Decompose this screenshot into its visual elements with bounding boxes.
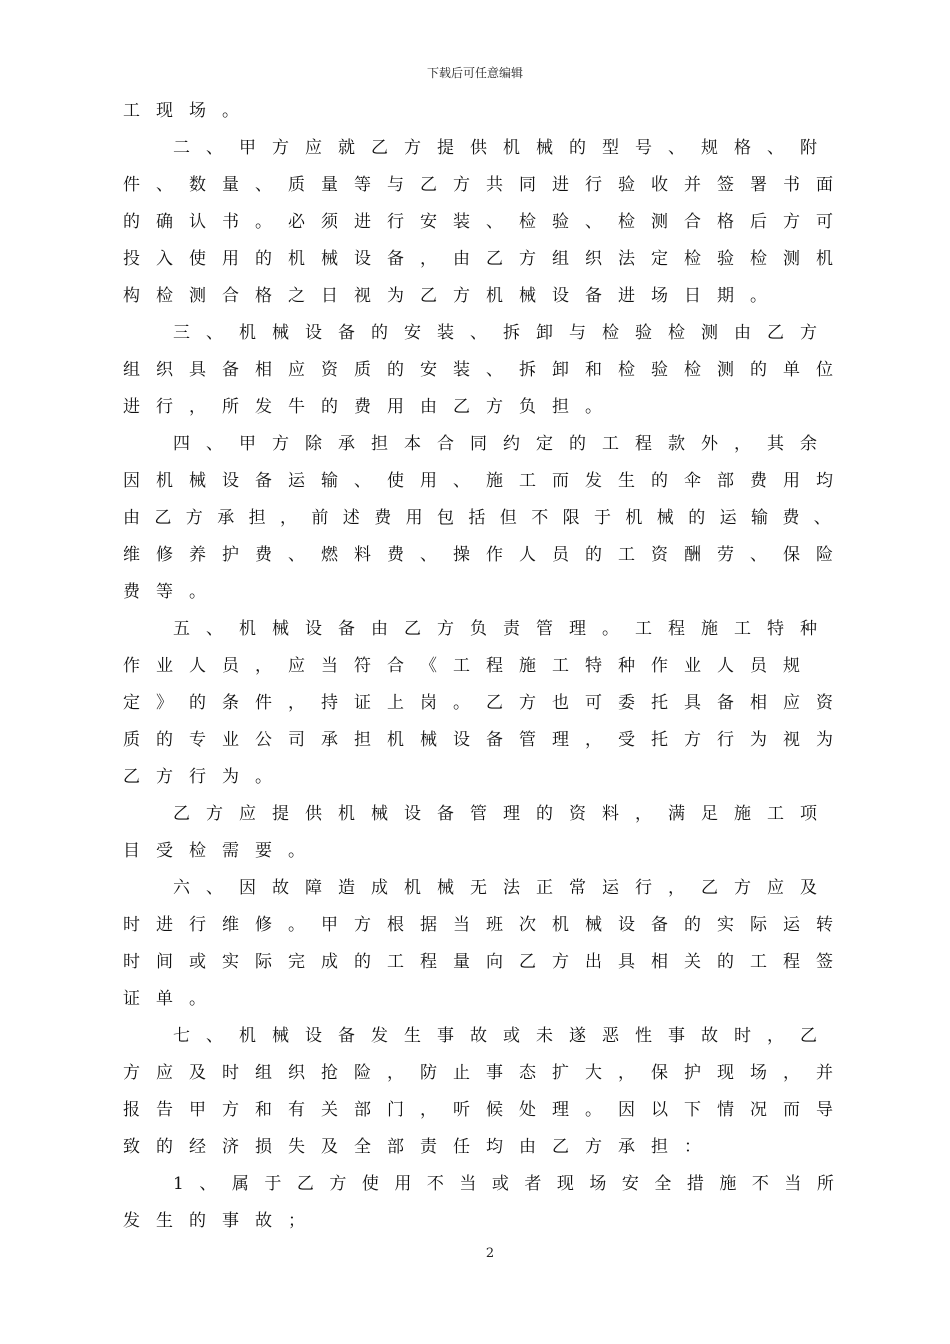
text-line: 报告甲方和有关部门，听候处理。因以下情况而导 [123, 1100, 849, 1120]
text-line: 的确认书。必须进行安装、检验、检测合格后方可 [123, 212, 849, 232]
text-line: 发生的事故； [123, 1211, 321, 1231]
clause-5-line: 五、机械设备由乙方负责管理。工程施工特种 [173, 619, 833, 639]
text-line: 致的经济损失及全部责任均由乙方承担： [123, 1137, 717, 1157]
text-line: 方应及时组织抢险，防止事态扩大，保护现场，并 [123, 1063, 849, 1083]
text-line: 构检测合格之日视为乙方机械设备进场日期。 [123, 286, 783, 306]
text-line: 目受检需要。 [123, 841, 321, 861]
clause-3-line: 三、机械设备的安装、拆卸与检验检测由乙方 [173, 323, 833, 343]
text-line: 因机械设备运输、使用、施工而发生的伞部费用均 [123, 471, 849, 491]
text-line: 证单。 [123, 989, 222, 1009]
sub-clause-1-line: 1、属于乙方使用不当或者现场安全措施不当所 [173, 1174, 850, 1194]
text-line: 进行，所发牛的费用由乙方负担。 [123, 397, 618, 417]
clause-2-line: 二、甲方应就乙方提供机械的型号、规格、附 [173, 138, 833, 158]
text-line: 组织具备相应资质的安装、拆卸和检验检测的单位 [123, 360, 849, 380]
text-line: 工现场。 [123, 101, 255, 121]
page-header-note: 下载后可任意编辑 [426, 66, 523, 80]
text-line: 质的专业公司承担机械设备管理，受托方行为视为 [123, 730, 849, 750]
text-line: 作业人员，应当符合《工程施工特种作业人员规 [123, 656, 816, 676]
paragraph-line: 乙方应提供机械设备管理的资料，满足施工项 [173, 804, 833, 824]
text-line: 由乙方承担，前述费用包括但不限于机械的运输费、 [123, 508, 846, 528]
text-line: 维修养护费、燃料费、操作人员的工资酬劳、保险 [123, 545, 849, 565]
text-line: 时进行维修。甲方根据当班次机械设备的实际运转 [123, 915, 849, 935]
text-line: 投入使用的机械设备，由乙方组织法定检验检测机 [123, 249, 849, 269]
text-line: 时间或实际完成的工程量向乙方出具相关的工程签 [123, 952, 849, 972]
clause-6-line: 六、因故障造成机械无法正常运行，乙方应及 [173, 878, 833, 898]
text-line: 费等。 [123, 582, 222, 602]
text-line: 乙方行为。 [123, 767, 288, 787]
text-line: 件、数量、质量等与乙方共同进行验收并签署书面 [123, 175, 849, 195]
contract-body [123, 93, 863, 1240]
text-line: 定》的条件，持证上岗。乙方也可委托具备相应资 [123, 693, 849, 713]
page-number: 2 [485, 1246, 495, 1261]
clause-4-line: 四、甲方除承担本合同约定的工程款外，其余 [173, 434, 833, 454]
clause-7-line: 七、机械设备发生事故或未遂恶性事故时，乙 [173, 1026, 833, 1046]
